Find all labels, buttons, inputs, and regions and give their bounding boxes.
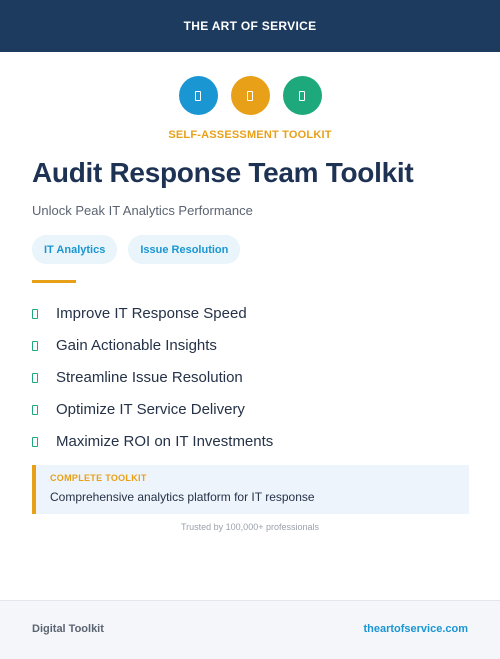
brand-title: THE ART OF SERVICE xyxy=(183,19,317,33)
feature-item xyxy=(32,329,273,361)
feature-item xyxy=(32,393,273,425)
callout-label: COMPLETE TOOLKIT xyxy=(50,473,147,483)
footer-website-link[interactable]: theartofservice.com xyxy=(363,623,468,635)
footer-bar xyxy=(0,600,500,659)
checkbox-glyph-icon xyxy=(32,437,38,447)
placeholder-glyph-icon xyxy=(247,91,253,101)
orange-badge xyxy=(231,76,270,115)
tag-pill: Issue Resolution xyxy=(128,235,240,264)
feature-list xyxy=(32,297,273,457)
icon-row xyxy=(0,76,500,115)
checkbox-glyph-icon xyxy=(32,309,38,319)
tag-pill: IT Analytics xyxy=(32,235,117,264)
feature-label: Improve IT Response Speed xyxy=(56,304,247,322)
callout-text: Comprehensive analytics platform for IT response xyxy=(50,490,315,504)
feature-label: Streamline Issue Resolution xyxy=(56,368,243,386)
feature-item xyxy=(32,361,273,393)
placeholder-glyph-icon xyxy=(195,91,201,101)
placeholder-glyph-icon xyxy=(299,91,305,101)
green-badge xyxy=(283,76,322,115)
feature-item xyxy=(32,297,273,329)
toolkit-callout xyxy=(32,465,469,514)
page-subtitle: Unlock Peak IT Analytics Performance xyxy=(32,203,253,218)
footer-label: Digital Toolkit xyxy=(32,623,104,635)
feature-item xyxy=(32,425,273,457)
accent-divider xyxy=(32,280,76,283)
trust-note: Trusted by 100,000+ professionals xyxy=(180,522,319,532)
page-title: Audit Response Team Toolkit xyxy=(32,157,414,188)
checkbox-glyph-icon xyxy=(32,405,38,415)
tag-list xyxy=(32,235,240,264)
feature-label: Maximize ROI on IT Investments xyxy=(56,432,274,450)
kicker-label: SELF-ASSESSMENT TOOLKIT xyxy=(168,129,332,141)
checkbox-glyph-icon xyxy=(32,341,38,351)
blue-badge xyxy=(179,76,218,115)
feature-label: Optimize IT Service Delivery xyxy=(56,400,245,418)
checkbox-glyph-icon xyxy=(32,373,38,383)
feature-label: Gain Actionable Insights xyxy=(56,336,217,354)
top-banner xyxy=(0,0,500,52)
